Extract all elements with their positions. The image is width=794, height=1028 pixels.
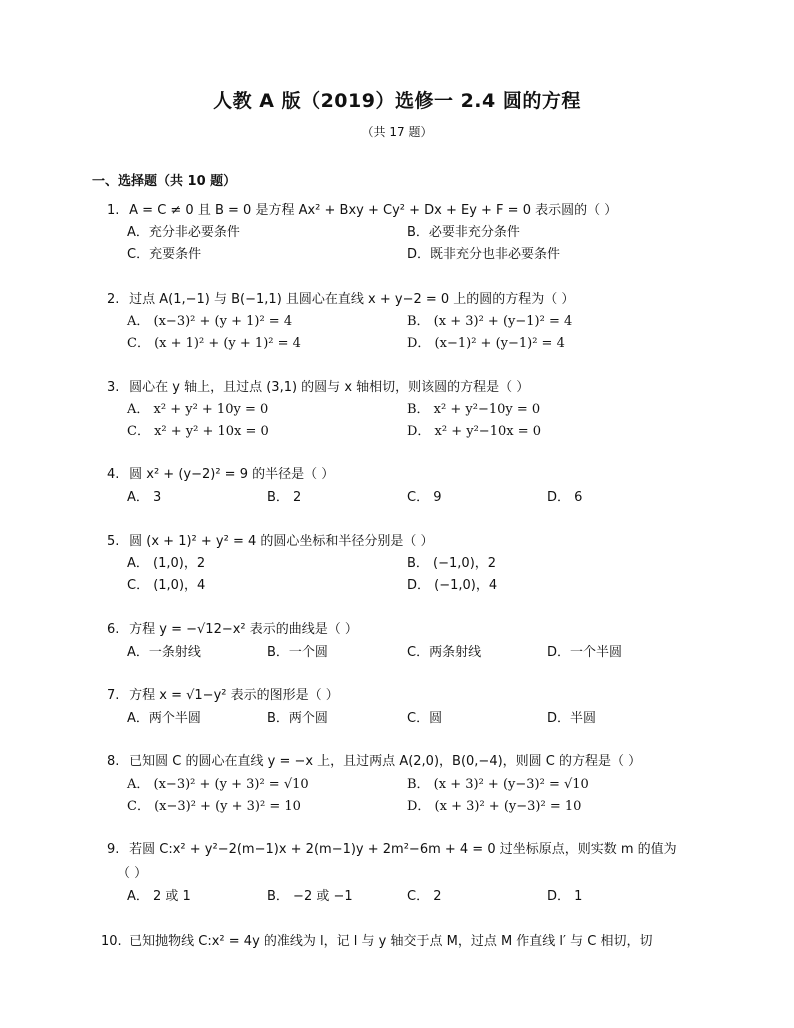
question-stem: 10. 已知抛物线 C:x² = 4y 的准线为 l，记 l 与 y 轴交于点 M，过点 M 作直线 l′ 与 C 相切，切 — [101, 934, 653, 949]
question-stem: 8. 已知圆 C 的圆心在直线 y = −x 上，且过两点 A(2,0)，B(0,−4)，则圆 C 的方程是（ ） — [107, 754, 642, 769]
option-d[interactable]: D．半圆 — [547, 711, 597, 726]
question-stem: 4. 圆 x² + (y−2)² = 9 的半径是（ ） — [107, 467, 335, 482]
question-count: （共 17 题） — [361, 125, 433, 139]
option-c[interactable]: C． 9 — [407, 490, 442, 505]
option-b[interactable]: B．两个圆 — [267, 711, 328, 726]
option-a[interactable]: A． x² + y² + 10y = 0 — [127, 402, 269, 417]
question-stem: 2. 过点 A(1,−1) 与 B(−1,1) 且圆心在直线 x + y−2 = 0 上的圆的方程为（ ） — [107, 292, 575, 307]
option-a[interactable]: A．两个半圆 — [127, 711, 201, 726]
option-b[interactable]: B．一个圆 — [267, 645, 328, 660]
option-a[interactable]: A． (1,0)，2 — [127, 556, 206, 571]
option-b[interactable]: B． (x + 3)² + (y−1)² = 4 — [407, 314, 573, 329]
option-c[interactable]: C． x² + y² + 10x = 0 — [127, 424, 269, 439]
option-a[interactable]: A． 3 — [127, 490, 162, 505]
option-d[interactable]: D． x² + y²−10x = 0 — [407, 424, 542, 439]
option-c[interactable]: C．充要条件 — [127, 247, 202, 262]
option-a[interactable]: A． (x−3)² + (y + 3)² = √10 — [127, 777, 309, 792]
question-stem: 7. 方程 x = √1−y² 表示的图形是（ ） — [107, 688, 339, 703]
option-c[interactable]: C． 2 — [407, 889, 442, 904]
option-d[interactable]: D． (−1,0)，4 — [407, 578, 498, 593]
option-b[interactable]: B． (x + 3)² + (y−3)² = √10 — [407, 777, 589, 792]
question-stem: 9. 若圆 C:x² + y²−2(m−1)x + 2(m−1)y + 2m²−6m + 4 = 0 过坐标原点，则实数 m 的值为 — [107, 842, 677, 857]
option-a[interactable]: A．一条射线 — [127, 645, 201, 660]
question-stem: 3. 圆心在 y 轴上，且过点 (3,1) 的圆与 x 轴相切，则该圆的方程是（ ） — [107, 380, 530, 395]
option-c[interactable]: C． (x−3)² + (y + 3)² = 10 — [127, 799, 301, 814]
option-d[interactable]: D．既非充分也非必要条件 — [407, 247, 561, 262]
question-stem: 1. A = C ≠ 0 且 B = 0 是方程 Ax² + Bxy + Cy² + Dx + Ey + F = 0 表示圆的（ ） — [107, 203, 618, 218]
option-b[interactable]: B． 2 — [267, 490, 302, 505]
option-d[interactable]: D． 1 — [547, 889, 583, 904]
option-c[interactable]: C． (1,0)，4 — [127, 578, 206, 593]
option-a[interactable]: A． (x−3)² + (y + 1)² = 4 — [127, 314, 293, 329]
option-c[interactable]: C． (x + 1)² + (y + 1)² = 4 — [127, 336, 301, 351]
question-stem-continuation: （ ） — [117, 866, 148, 881]
question-stem: 6. 方程 y = −√12−x² 表示的曲线是（ ） — [107, 622, 358, 637]
option-b[interactable]: B．必要非充分条件 — [407, 225, 520, 240]
option-d[interactable]: D． (x + 3)² + (y−3)² = 10 — [407, 799, 582, 814]
option-a[interactable]: A． 2 或 1 — [127, 889, 191, 904]
option-b[interactable]: B． −2 或 −1 — [267, 889, 353, 904]
option-c[interactable]: C．圆 — [407, 711, 443, 726]
option-b[interactable]: B． x² + y²−10y = 0 — [407, 402, 541, 417]
section-heading: 一、选择题（共 10 题） — [92, 174, 237, 189]
option-d[interactable]: D．一个半圆 — [547, 645, 623, 660]
question-stem: 5. 圆 (x + 1)² + y² = 4 的圆心坐标和半径分别是（ ） — [107, 534, 434, 549]
option-b[interactable]: B． (−1,0)，2 — [407, 556, 497, 571]
option-c[interactable]: C．两条射线 — [407, 645, 482, 660]
option-d[interactable]: D． 6 — [547, 490, 583, 505]
option-a[interactable]: A．充分非必要条件 — [127, 225, 240, 240]
option-d[interactable]: D． (x−1)² + (y−1)² = 4 — [407, 336, 565, 351]
page-title: 人教 A 版（2019）选修一 2.4 圆的方程 — [213, 90, 581, 112]
